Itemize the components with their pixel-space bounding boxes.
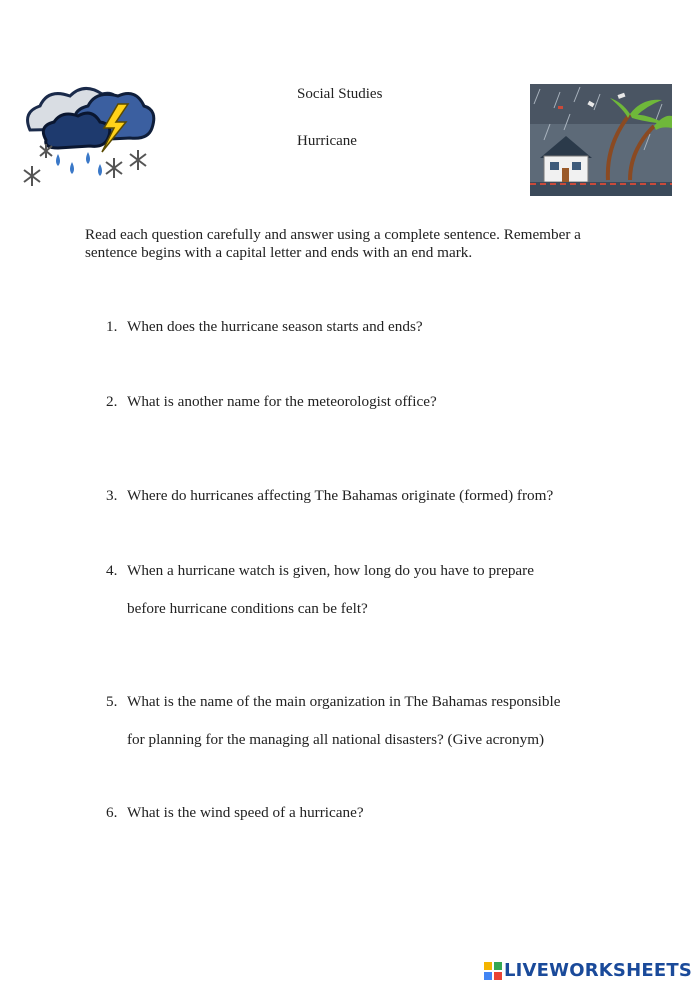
liveworksheets-logo-icon — [484, 962, 502, 980]
question-text: What is the name of the main organization in The Bahamas responsible — [127, 693, 561, 710]
question-number: 5. — [106, 693, 118, 710]
question-number: 2. — [106, 393, 118, 410]
question-text-continued: before hurricane conditions can be felt? — [127, 600, 368, 617]
question-number: 1. — [106, 318, 118, 335]
question-number: 6. — [106, 804, 118, 821]
question-2 — [106, 393, 437, 411]
instructions-text: Read each question carefully and answer using a complete sentence. Remember a sentence begins with a capital letter and ends with an end mark. — [85, 226, 581, 261]
question-text: What is the wind speed of a hurricane? — [127, 804, 364, 821]
question-1 — [106, 318, 423, 336]
question-number: 3. — [106, 487, 118, 504]
hurricane-house-scene-icon — [530, 84, 672, 196]
question-text: When a hurricane watch is given, how long do you have to prepare — [127, 562, 534, 579]
liveworksheets-logo[interactable] — [484, 960, 692, 981]
worksheet-topic: Hurricane — [297, 133, 357, 149]
question-text: Where do hurricanes affecting The Bahamas originate (formed) from? — [127, 487, 554, 504]
question-number: 4. — [106, 562, 118, 579]
question-5 — [106, 693, 560, 749]
storm-clouds-lightning-icon — [18, 82, 158, 187]
question-3 — [106, 487, 553, 505]
question-4 — [106, 562, 534, 618]
liveworksheets-brand-text: LIVEWORKSHEETS — [503, 960, 692, 981]
worksheet-subject: Social Studies — [297, 86, 383, 102]
question-text: When does the hurricane season starts and ends? — [127, 318, 423, 335]
question-6 — [106, 804, 364, 822]
question-text-continued: for planning for the managing all national disasters? (Give acronym) — [127, 731, 545, 748]
question-text: What is another name for the meteorologist office? — [127, 393, 437, 410]
